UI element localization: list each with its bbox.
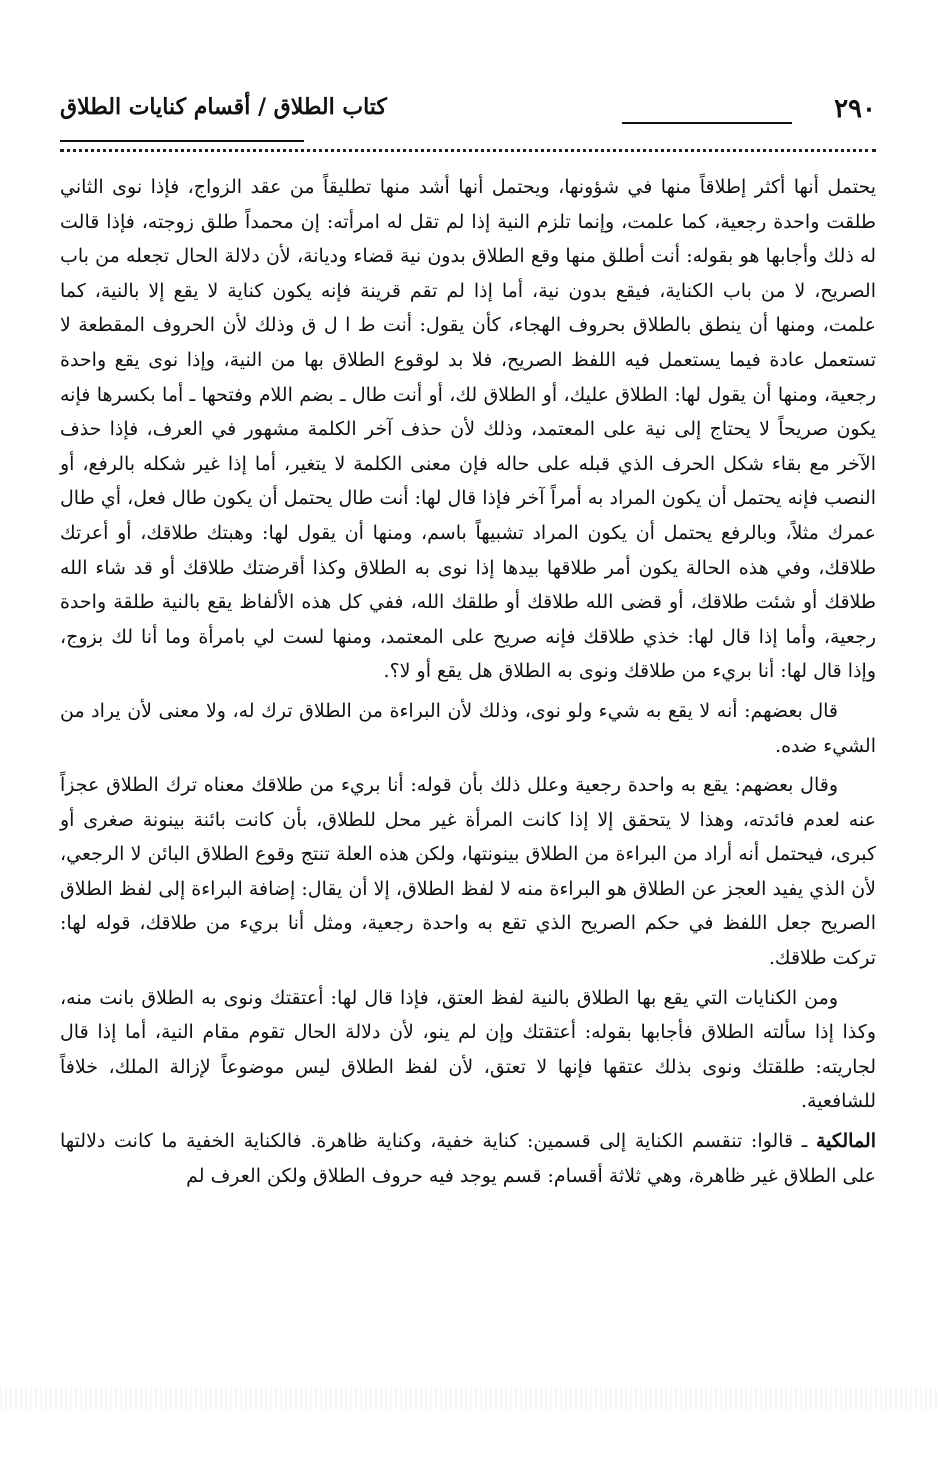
dotted-rule [60,149,876,152]
paragraph-3: وقال بعضهم: يقع به واحدة رجعية وعلل ذلك بأن قوله: أنا بريء من طلاقك معناه ترك الطلاق عجزاً عنه لعدم فائدته، وهذا لا يتحقق إلا إذا كانت المرأة غير محل للطلاق، بأن كانت بائنة بينونة صغرى أو كبرى، فيحتمل أنه أراد من البراءة من الطلاق بينونتها، ولكن هذه العلة تنتج وقوع الطلاق البائن لا الرجعي، لأن الذي يفيد العجز عن الطلاق هو البراءة منه لا لفظ الطلاق، إلا أن يقال: إضافة البراءة إلى لفظ الطلاق الصريح جعل اللفظ في حكم الصريح الذي تقع به واحدة رجعية، ومثل أنا بريء من طلاقك، قوله لها: تركت طلاقك. [60,774,876,970]
header-divider [60,140,876,154]
page-header [60,92,876,132]
paragraph-2: قال بعضهم: أنه لا يقع به شيء ولو نوى، وذلك لأن البراءة من الطلاق ترك له، ولا معنى لأن يراد من الشيء ضده. [60,699,876,757]
school-label: المالكية [815,1130,876,1153]
paragraph-5 [60,1124,876,1193]
solid-rule [60,140,304,142]
running-title: كتاب الطلاق / أقسام كنايات الطلاق [60,94,387,120]
body-text [60,170,876,1193]
paragraph-5-text: ـ قالوا: تنقسم الكناية إلى قسمين: كناية خفية، وكناية ظاهرة. فالكناية الخفية ما كانت دلالتها على الطلاق غير ظاهرة، وهي ثلاثة أقسام: قسم يوجد فيه حروف الطلاق ولكن العرف لم [60,1130,876,1187]
scan-artifact [0,1388,938,1410]
header-line [622,122,792,124]
paragraph-1: يحتمل أنها أكثر إطلاقاً منها في شؤونها، ويحتمل أنها أشد منها تطليقاً من عقد الزواج، فإذا نوى الثاني طلقت واحدة رجعية، كما علمت، وإنما تلزم النية إذا لم تقل له امرأته: إن محمداً طلق زوجته، فإذا قالت له ذلك وأجابها هو بقوله: أنت أطلق منها وقع الطلاق بدون نية قضاء وديانة، لأن دلالة الحال تجعله من باب الصريح، لا من باب الكناية، فيقع بدون نية، أما إذا لم تقم قرينة فإنه يكون كناية لا يقع إلا بالنية، كما علمت، ومنها أن ينطق بالطلاق بحروف الهجاء، كأن يقول: أنت ط ا ل ق وذلك لأن الحروف المقطعة لا تستعمل عادة فيما يستعمل فيه اللفظ الصريح، فلا بد لوقوع الطلاق بها من النية، وإذا نوى يقع واحدة رجعية، ومنها أن يقول لها: الطلاق عليك، أو الطلاق لك، أو أنت طال ـ بضم اللام وفتحها ـ أما بكسرها فإنه يكون صريحاً لا يحتاج إلى نية على المعتمد، وذلك لأن حذف آخر الكلمة مشهور في العرف، فإذا حذف الآخر مع بقاء شكل الحرف الذي قبله على حاله فإن معنى الكلمة لا يتغير، أما إذا غير شكله بالرفع، أو النصب فإنه يحتمل أن يكون المراد به أمراً آخر فإذا قال لها: أنت طال يحتمل أن يكون طال فعل، أي طال عمرك مثلاً، وبالرفع يحتمل أن يكون المراد تشبيهاً باسم، ومنها أن يقول لها: وهبتك طلاقك، أو أعرتك طلاقك، وفي هذه الحالة يكون أمر طلاقها بيدها إذا نوى به الطلاق وكذا أقرضتك طلاقك أو قد شاء الله طلاقك أو شئت طلاقك، أو قضى الله طلاقك أو طلقك الله، ففي كل هذه الألفاظ يقع بالنية طلقة واحدة رجعية، وأما إذا قال لها: خذي طلاقك فإنه صريح على المعتمد، ومنها لست لي بامرأة وما أنا لك بزوج، وإذا قال لها: أنا بريء من طلاقك ونوى به الطلاق هل يقع أو لا؟. [60,176,876,683]
paragraph-4: ومن الكنايات التي يقع بها الطلاق بالنية لفظ العتق، فإذا قال لها: أعتقتك ونوى به الطلاق بانت منه، وكذا إذا سألته الطلاق فأجابها بقوله: أعتقتك وإن لم ينو، لأن دلالة الحال تقوم مقام النية، أما إذا قال لجاريته: طلقتك ونوى بذلك عتقها فإنها لا تعتق، لأن لفظ الطلاق ليس موضوعاً لإزالة الملك، خلافاً للشافعية. [60,986,876,1113]
page-number: ٢٩٠ [834,94,876,124]
